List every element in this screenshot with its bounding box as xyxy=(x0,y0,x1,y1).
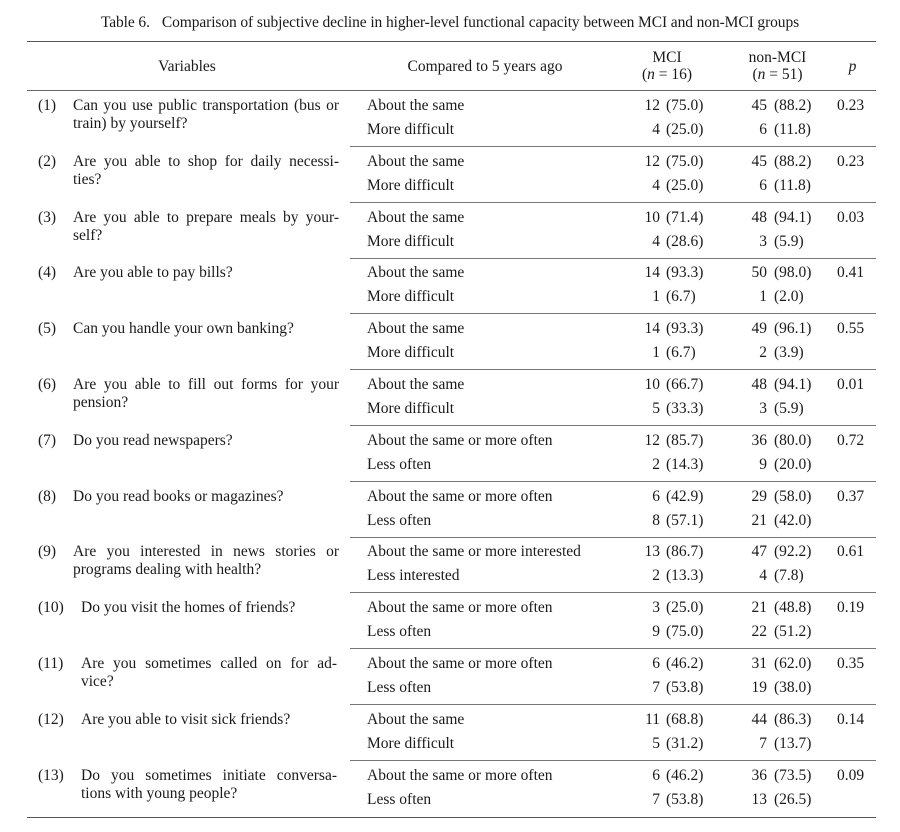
question-text: Are you able to shop for daily necessi-ties? xyxy=(73,152,339,188)
mci-count: 12 xyxy=(644,97,660,114)
nonmci-percent: (98.0) xyxy=(774,264,812,282)
mci-percent: (13.3) xyxy=(666,567,704,585)
row-separator xyxy=(350,313,876,314)
mci-percent: (57.1) xyxy=(666,511,704,529)
mci-count: 6 xyxy=(652,655,660,672)
p-value: 0.14 xyxy=(837,710,865,728)
nonmci-count: 3 xyxy=(759,232,767,250)
response-label: More difficult xyxy=(367,288,455,306)
nonmci-count: 36 xyxy=(751,766,767,784)
question-text: Can you handle your own banking? xyxy=(73,320,294,338)
nonmci-count: 13 xyxy=(751,790,767,808)
response-label: About the same xyxy=(367,97,465,114)
nonmci-count: 45 xyxy=(751,97,767,114)
mci-percent: (33.3) xyxy=(666,400,704,417)
nonmci-percent: (5.9) xyxy=(774,400,804,417)
row-separator xyxy=(350,481,876,482)
nonmci-percent: (80.0) xyxy=(774,431,812,449)
header-nonmci-label: non-MCI xyxy=(748,49,807,66)
response-label: About the same or more interested xyxy=(367,543,581,561)
mci-count: 7 xyxy=(652,790,660,808)
nonmci-count: 4 xyxy=(759,567,767,585)
mci-percent: (86.7) xyxy=(666,543,704,561)
mci-percent: (25.0) xyxy=(666,176,704,194)
mci-count: 8 xyxy=(652,511,660,529)
nonmci-count: 6 xyxy=(759,121,767,138)
row-separator xyxy=(350,146,876,147)
header-variables: Variables xyxy=(158,58,216,75)
mci-percent: (14.3) xyxy=(666,455,704,473)
question-number: (11) xyxy=(38,655,64,672)
question-number: (13) xyxy=(38,766,64,784)
nonmci-percent: (88.2) xyxy=(774,97,812,114)
question-text: Can you use public transportation (bus or train) by yourself? xyxy=(73,97,339,132)
question-number: (2) xyxy=(38,152,57,170)
response-label: More difficult xyxy=(367,734,455,752)
mci-count: 1 xyxy=(652,288,660,306)
nonmci-percent: (26.5) xyxy=(774,790,812,808)
mci-count: 12 xyxy=(644,431,660,449)
mci-percent: (46.2) xyxy=(666,655,704,672)
question-number: (8) xyxy=(38,487,57,505)
question-number: (4) xyxy=(38,264,57,282)
mci-count: 12 xyxy=(644,152,660,170)
nonmci-count: 6 xyxy=(759,176,767,194)
question-number: (7) xyxy=(38,431,57,449)
row-separator xyxy=(350,648,876,649)
response-label: Less interested xyxy=(367,567,460,585)
question-number: (12) xyxy=(38,710,64,728)
nonmci-count: 19 xyxy=(751,679,767,696)
response-label: About the same xyxy=(367,710,465,728)
nonmci-count: 1 xyxy=(759,288,767,306)
table-title: Comparison of subjective decline in higher-level functional capacity between MCI and non-MCI groups xyxy=(161,14,800,31)
p-value: 0.55 xyxy=(837,320,865,338)
nonmci-count: 21 xyxy=(751,599,767,617)
response-label: Less often xyxy=(367,455,432,473)
question-number: (3) xyxy=(38,208,57,226)
nonmci-percent: (38.0) xyxy=(774,679,812,696)
mci-percent: (53.8) xyxy=(666,679,704,696)
nonmci-count: 36 xyxy=(751,431,767,449)
header-mci-n: (n = 16) xyxy=(641,66,693,83)
response-label: More difficult xyxy=(367,400,455,417)
question-number: (9) xyxy=(38,543,57,561)
header-nonmci xyxy=(730,49,825,83)
table-label: Table 6. xyxy=(100,14,150,31)
response-label: More difficult xyxy=(367,232,455,250)
question-number: (10) xyxy=(38,599,64,617)
response-label: Less often xyxy=(367,679,432,696)
question-text: Do you visit the homes of friends? xyxy=(81,599,296,617)
nonmci-percent: (73.5) xyxy=(774,766,812,784)
row-separator xyxy=(350,537,876,538)
mci-count: 7 xyxy=(652,679,660,696)
nonmci-count: 50 xyxy=(751,264,767,282)
mci-count: 11 xyxy=(645,710,660,728)
response-label: About the same or more often xyxy=(367,487,553,505)
mci-count: 2 xyxy=(652,567,660,585)
mci-count: 9 xyxy=(652,623,660,641)
nonmci-percent: (3.9) xyxy=(774,344,804,362)
response-label: More difficult xyxy=(367,344,455,362)
response-label: About the same xyxy=(367,152,465,170)
response-label: About the same or more often xyxy=(367,655,553,672)
nonmci-percent: (11.8) xyxy=(774,176,811,194)
row-separator xyxy=(350,704,876,705)
mci-percent: (75.0) xyxy=(666,97,704,114)
mci-percent: (53.8) xyxy=(666,790,704,808)
mci-percent: (93.3) xyxy=(666,264,704,282)
mci-percent: (71.4) xyxy=(666,208,704,226)
header-nonmci-n: (n = 51) xyxy=(752,66,803,83)
mci-count: 10 xyxy=(644,376,660,393)
p-value: 0.23 xyxy=(837,152,865,170)
p-value: 0.19 xyxy=(837,599,865,617)
row-separator xyxy=(350,592,876,593)
nonmci-count: 48 xyxy=(751,208,767,226)
question-text: Are you able to pay bills? xyxy=(73,264,233,282)
mci-count: 13 xyxy=(644,543,660,561)
response-label: Less often xyxy=(367,623,432,641)
p-value: 0.23 xyxy=(837,97,865,114)
nonmci-percent: (42.0) xyxy=(774,511,812,529)
p-value: 0.01 xyxy=(837,376,865,393)
mci-percent: (75.0) xyxy=(666,623,704,641)
question-number: (6) xyxy=(38,376,57,393)
question-text: Do you sometimes initiate conversa-tions with young people? xyxy=(81,766,337,802)
p-value: 0.41 xyxy=(837,264,865,282)
nonmci-count: 3 xyxy=(759,400,767,417)
mci-count: 6 xyxy=(652,766,660,784)
question-text: Are you able to visit sick friends? xyxy=(81,710,291,728)
nonmci-count: 7 xyxy=(759,734,767,752)
response-label: More difficult xyxy=(367,176,455,194)
mci-count: 4 xyxy=(652,176,660,194)
mci-percent: (42.9) xyxy=(666,487,704,505)
p-value: 0.37 xyxy=(837,487,865,505)
mci-percent: (46.2) xyxy=(666,766,704,784)
nonmci-percent: (51.2) xyxy=(774,623,812,641)
question-text: Are you sometimes called on for ad-vice? xyxy=(81,655,337,690)
mci-count: 5 xyxy=(652,400,660,417)
nonmci-count: 29 xyxy=(751,487,767,505)
p-value: 0.35 xyxy=(837,655,865,672)
header-mci xyxy=(622,49,712,83)
nonmci-percent: (88.2) xyxy=(774,152,812,170)
nonmci-count: 31 xyxy=(751,655,767,672)
bottom-rule xyxy=(27,817,876,818)
nonmci-percent: (11.8) xyxy=(774,121,811,138)
nonmci-percent: (2.0) xyxy=(774,288,804,306)
row-separator xyxy=(350,369,876,370)
question-text: Do you read newspapers? xyxy=(73,431,233,449)
mci-count: 3 xyxy=(652,599,660,617)
nonmci-count: 45 xyxy=(751,152,767,170)
nonmci-percent: (5.9) xyxy=(774,232,804,250)
nonmci-percent: (20.0) xyxy=(774,455,812,473)
row-separator xyxy=(350,202,876,203)
nonmci-percent: (48.8) xyxy=(774,599,812,617)
mci-count: 5 xyxy=(652,734,660,752)
mci-percent: (93.3) xyxy=(666,320,704,338)
mci-percent: (25.0) xyxy=(666,599,704,617)
response-label: More difficult xyxy=(367,121,455,138)
response-label: Less often xyxy=(367,511,432,529)
mci-count: 2 xyxy=(652,455,660,473)
mci-count: 6 xyxy=(652,487,660,505)
row-separator xyxy=(350,258,876,259)
nonmci-percent: (94.1) xyxy=(774,376,812,393)
nonmci-percent: (92.2) xyxy=(774,543,812,561)
nonmci-percent: (86.3) xyxy=(774,710,812,728)
response-label: About the same or more often xyxy=(367,599,553,617)
mci-count: 14 xyxy=(644,264,660,282)
top-rule xyxy=(27,41,876,42)
p-value: 0.72 xyxy=(837,431,865,449)
table-caption xyxy=(0,14,900,32)
p-value: 0.03 xyxy=(837,208,865,226)
mci-percent: (85.7) xyxy=(666,431,704,449)
nonmci-percent: (13.7) xyxy=(774,734,812,752)
row-separator xyxy=(350,760,876,761)
nonmci-percent: (96.1) xyxy=(774,320,812,338)
nonmci-count: 22 xyxy=(751,623,767,641)
header-rule xyxy=(27,90,876,91)
mci-percent: (6.7) xyxy=(666,288,696,306)
nonmci-count: 48 xyxy=(751,376,767,393)
nonmci-count: 9 xyxy=(759,455,767,473)
p-value: 0.61 xyxy=(837,543,865,561)
p-value: 0.09 xyxy=(837,766,865,784)
row-separator xyxy=(350,425,876,426)
question-number: (1) xyxy=(38,97,57,114)
question-text: Are you interested in news stories or programs dealing with health? xyxy=(73,543,339,579)
mci-count: 4 xyxy=(652,121,660,138)
nonmci-count: 2 xyxy=(759,344,767,362)
response-label: Less often xyxy=(367,790,432,808)
header-p: p xyxy=(848,58,857,75)
mci-count: 14 xyxy=(644,320,660,338)
mci-percent: (6.7) xyxy=(666,344,696,362)
nonmci-percent: (62.0) xyxy=(774,655,812,672)
nonmci-count: 49 xyxy=(751,320,767,338)
mci-percent: (31.2) xyxy=(666,734,704,752)
question-text: Are you able to fill out forms for your pension? xyxy=(73,376,339,411)
nonmci-count: 44 xyxy=(751,710,767,728)
response-label: About the same xyxy=(367,376,465,393)
response-label: About the same xyxy=(367,320,465,338)
nonmci-count: 47 xyxy=(751,543,767,561)
question-text: Are you able to prepare meals by your-self? xyxy=(73,208,339,244)
question-text: Do you read books or magazines? xyxy=(73,487,284,505)
response-label: About the same or more often xyxy=(367,431,553,449)
response-label: About the same xyxy=(367,264,465,282)
mci-count: 10 xyxy=(644,208,660,226)
response-label: About the same or more often xyxy=(367,766,553,784)
header-compared: Compared to 5 years ago xyxy=(407,58,563,75)
header-mci-label: MCI xyxy=(652,49,682,66)
mci-count: 1 xyxy=(652,344,660,362)
mci-percent: (28.6) xyxy=(666,232,704,250)
mci-count: 4 xyxy=(652,232,660,250)
mci-percent: (75.0) xyxy=(666,152,704,170)
nonmci-percent: (7.8) xyxy=(774,567,804,585)
nonmci-percent: (94.1) xyxy=(774,208,812,226)
nonmci-count: 21 xyxy=(751,511,767,529)
mci-percent: (25.0) xyxy=(666,121,704,138)
mci-percent: (68.8) xyxy=(666,710,704,728)
nonmci-percent: (58.0) xyxy=(774,487,812,505)
question-number: (5) xyxy=(38,320,57,338)
mci-percent: (66.7) xyxy=(666,376,704,393)
response-label: About the same xyxy=(367,208,465,226)
